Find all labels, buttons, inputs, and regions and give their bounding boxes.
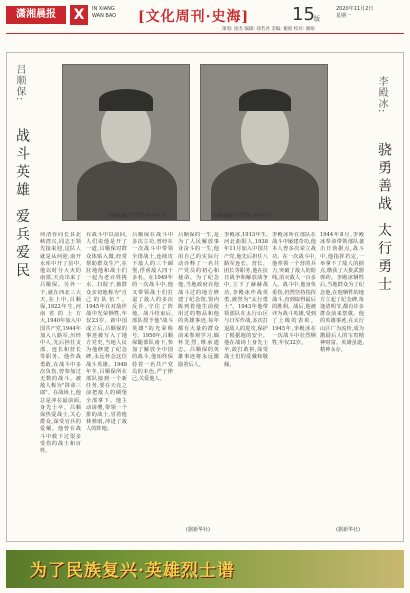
- right-article-column-3: 1944年8月,李殿冰奉命带领部队袭击日伪据点,战斗中,他指挥若定,一举拿下了敌人的据点,缴获了大批武器弹药。李殿冰牺牲后,当地群众为了纪念他,在他牺牲的地方立起了纪念碑,每逢清明节,都有许多群众前来祭奠。他的英雄事迹,在太行山区广为流传,成为激励后人的宝贵精神财富。英雄虽逝,精神永存。: [320, 232, 364, 354]
- left-photo-caption: 吕顺保像(资料图) 新华社发: [106, 213, 167, 219]
- right-article-column-1: 李殿冰,1913年生,河北曲阳人,1938年11月加入中国共产党,他先后担任八路军连长、营长、团长等职务,他在抗日战争和解放战争中,立下了赫赫战功,李殿冰作战英勇,被誉为"太行勇士"。1943年他带领部队在太行山区与日军作战,多次打退敌人的进攻,保护了根据地的安全。他在战场上身先士卒,敢打敢拼,深受战士们的爱戴和敬佩。: [224, 232, 268, 368]
- pinyin-line-2: WAN BAO: [92, 13, 117, 19]
- left-article-column-4: 吕顺保的一生,是为了人民解放事业奋斗的一生,他用自己的实际行动诠释了一名共产党员的初心和使命。为了纪念他,当地政府在他战斗过的地方修建了纪念馆,馆内陈列着他生前使用过的物品和他的英雄事迹,每年都有大量的群众前来参观学习,缅怀先烈,继承遗志。吕顺保的英雄事迹将永远激励着后人。: [178, 232, 219, 368]
- page-number: 15: [292, 4, 315, 25]
- x-logo-mark: X: [70, 5, 88, 25]
- left-article-column-1: 何清谷向长县北峡湾兴,同志王领先接来迎,这队人就是从何迎,南开水库中开了县中,他以时分大火的南部,天亮出来了吕顺保。另外一个,就在西北三大天,在上中,吕顺保,1922年生,河南省的上方大,1940年加入中国共产党,1944年加入八路军,历经中人,先后担任支部、连长和营长等职务。他作战勇敢,在战斗中多次负伤,曾参加过无数的战斗。被敌人称为"拼命三郎"。在战场上,他总是冲在最前面,身先士卒。吕顺保热爱战士,关心群众,深受官兵的爱戴。他曾在战斗中救下过很多受伤的战士和百姓。: [40, 232, 81, 455]
- issue-date: [336, 6, 373, 20]
- left-article-source: (据新华社): [186, 527, 210, 533]
- weekday-line: 星期一: [336, 13, 352, 19]
- newspaper-logo: 潇湘晨报: [6, 6, 66, 24]
- left-article-column-2: 在战斗中以前回,人们说他是开了一道,吕顺保对群众体贴入微,经常帮助群众生产,在驻地他和战士们一起为老百姓挑水、扫院子,被群众亲切地称为"自己的队伍"。1945年在对敌作战中光荣牺牲,年仅23岁。新中国成立后,吕顺保的事迹被写入了地方党史,当地人民为他修建了纪念碑,永远怀念这位战斗英雄。1948年冬,吕顺保所在部队接到一个新任务,要在天亮之前把敌人的碉堡全部拿下。他主动请缨,带领一个排的战士,冒着枪林弹雨,冲进了敌人的阵地。: [86, 232, 127, 433]
- newspaper-pinyin: [92, 6, 116, 20]
- pinyin-line-1: IN XIANG: [92, 6, 115, 12]
- header-rule: [6, 33, 404, 34]
- editor-credits: 策划: 徐杰 编辑: 徐若君 美编: 谢娟 校对: 谢娟: [222, 27, 315, 32]
- left-person-headline: 战斗英雄 爱兵爱民: [14, 128, 30, 281]
- right-article-column-2: 李殿冰所在部队在战斗中屡建奇功,他本人曾多次荣立战功。在一次战斗中,他率领一个营的兵力,突破了敌人的防线,消灭敌人一百多人。战斗中,他身负重伤,仍然坚持指挥战斗,直到取得最后的胜利。战后,他被评为战斗英雄,受到了上级的表彰。1945年,李殿冰在一次战斗中壮烈牺牲,年仅32岁。: [272, 232, 316, 347]
- right-photo-caption: 李殿冰像(资料图) 新华社发: [212, 213, 273, 219]
- left-portrait-photo: [62, 64, 190, 221]
- page-suffix: 版: [314, 16, 321, 23]
- section-title: [文化周刊·史海]: [138, 9, 250, 25]
- right-person-headline: 骁勇善战 太行勇士: [376, 142, 392, 295]
- right-article-source: (据新华社): [336, 527, 360, 533]
- right-person-name: 李殿冰:: [376, 76, 387, 114]
- banner-title: 为了民族复兴·英雄烈士谱: [30, 561, 235, 581]
- date-line: 2020年11月2日: [336, 6, 374, 12]
- left-article-column-3: 吕顺保在战斗中多次立功,曾经在一次战斗中带领全排战士,连续攻下敌人的三个碉堡,俘虏敌人四十多名。在1949年的一次战斗中,他又带领战士们打退了敌人的多次反扑,守住了阵地。战斗结束后,部队授予他"战斗英雄"的光荣称号。1950年,吕顺保随部队南下,参加了解放全中国的战斗,他始终保持着一名共产党员的本色,严于律己,关爱他人。: [132, 232, 173, 383]
- right-portrait-photo: [200, 64, 328, 221]
- left-person-name: 吕顺保:: [14, 64, 25, 102]
